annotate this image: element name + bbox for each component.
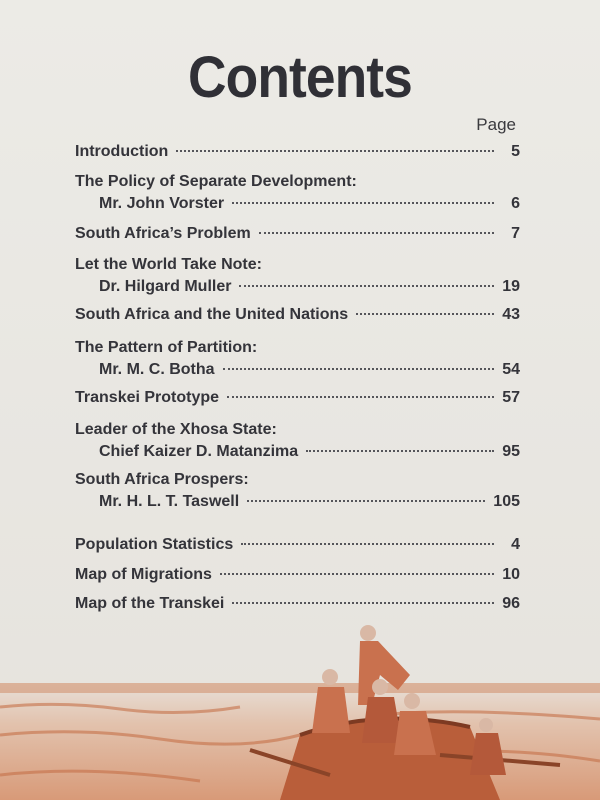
page-column-header: Page	[476, 115, 516, 134]
toc-entry-label: Map of Migrations	[75, 566, 212, 583]
toc-entry-page: 95	[502, 443, 520, 460]
toc-entry-label: Map of the Transkei	[75, 595, 225, 612]
toc-entry-page: 43	[502, 306, 520, 323]
boat-illustration	[0, 615, 600, 800]
dot-leader	[356, 313, 494, 315]
dot-leader	[247, 500, 485, 502]
toc-entry-page: 6	[511, 195, 520, 212]
toc-entry-heading: The Policy of Separate Development:	[75, 173, 357, 190]
page-title: Contents	[188, 45, 412, 110]
toc-entry	[75, 389, 520, 411]
dot-leader	[232, 202, 494, 204]
toc-entry-page: 54	[502, 361, 520, 378]
dot-leader	[239, 285, 494, 287]
toc-entry	[75, 143, 520, 165]
toc-entry	[75, 225, 520, 247]
horizon-band	[0, 683, 600, 693]
toc-entry-page: 10	[502, 566, 520, 583]
toc-entry	[75, 339, 520, 383]
dot-leader	[306, 450, 494, 452]
toc-entry	[75, 471, 520, 515]
toc-entry	[75, 536, 520, 558]
toc-entry	[75, 306, 520, 328]
toc-entry-page: 5	[511, 143, 520, 160]
toc-entry-label: Mr. John Vorster	[99, 195, 225, 212]
toc-entry-label: Dr. Hilgard Muller	[99, 278, 232, 295]
toc-entry-page: 105	[493, 493, 520, 510]
toc-entry-label: Transkei Prototype	[75, 389, 220, 406]
toc-entry-heading: Leader of the Xhosa State:	[75, 421, 277, 438]
toc-entry-heading: South Africa Prospers:	[75, 471, 249, 488]
toc-entry	[75, 421, 520, 465]
toc-entry-label: Population Statistics	[75, 536, 234, 553]
dot-leader	[259, 232, 494, 234]
toc-entry-page: 4	[511, 536, 520, 553]
dot-leader	[227, 396, 494, 398]
toc-entry	[75, 173, 520, 217]
toc-entry-label: South Africa and the United Nations	[75, 306, 349, 323]
dot-leader	[232, 602, 494, 604]
toc-entry-heading: Let the World Take Note:	[75, 256, 262, 273]
toc-entry-page: 7	[511, 225, 520, 242]
toc-entry-label: Mr. H. L. T. Taswell	[99, 493, 240, 510]
toc-entry	[75, 566, 520, 588]
toc-entry-label: Chief Kaizer D. Matanzima	[99, 443, 299, 460]
toc-entry-page: 57	[502, 389, 520, 406]
toc-entry-heading: The Pattern of Partition:	[75, 339, 258, 356]
dot-leader	[220, 573, 494, 575]
toc-entry-page: 96	[502, 595, 520, 612]
dot-leader	[223, 368, 494, 370]
toc-entry	[75, 595, 520, 617]
toc-entry-label: Introduction	[75, 143, 169, 160]
dot-leader	[176, 150, 494, 152]
toc-entry-page: 19	[502, 278, 520, 295]
toc-entry-label: Mr. M. C. Botha	[99, 361, 215, 378]
toc-entry	[75, 256, 520, 300]
dot-leader	[241, 543, 494, 545]
toc-entry-label: South Africa’s Problem	[75, 225, 251, 242]
